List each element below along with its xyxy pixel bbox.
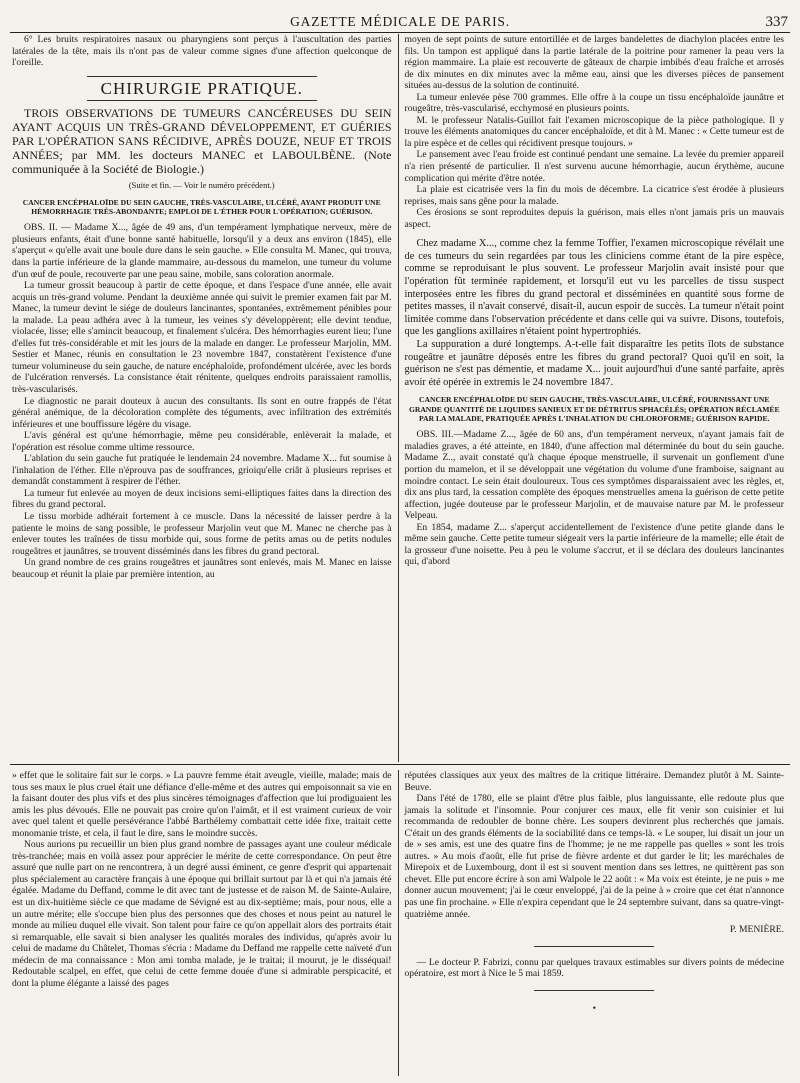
- main-columns: [10, 34, 790, 762]
- paragraph: M. le professeur Natalis-Guillot fait l'examen microscopique de la pièce pathologique. Il y trouve les éléments anatomiques du cancer encéphaloïde, et dit à M. Manec : « Cette tumeur est de la pire espèce et de celles qui récidivent presque toujours. »: [404, 114, 784, 149]
- paragraph: La tumeur grossit beaucoup à partir de cette époque, et dans l'espace d'une année, elle avait acquis un très-grand volume. Pendant la deuxième année qui suivit le premier examen fait par M. Manec, la tumeur devint le siége de douleurs lancinantes, spontanées, extrêmement pénibles pour la malade. La peau adhéra avec à la tumeur, les veines s'y développèrent; elle devint tendue, violacée, lisse; elle s'amincit beaucoup, et finalement s'ulcéra. Des hémorrhagies eurent lieu; l'une d'elles fut très-considérable et mit les jours de la malade en danger. Le professeur Marjolin, MM. Sestier et Manec, réunis en consultation le 23 novembre 1847, constatèrent l'existence d'une tumeur volumineuse du sein gauche, de nature encéphaloïde, profondément ulcérée, avec les bords de l'ulcération renversés. La consistance était rénitente, quelques endroits paraissaient ramollis, très-vascularisés.: [12, 280, 392, 395]
- paragraph: L'avis général est qu'une hémorrhagie, même peu considérable, enlèverait la malade, et l'opération est résolue comme ultime ressource.: [12, 430, 392, 453]
- section-title-text: CHIRURGIE PRATIQUE.: [87, 76, 317, 101]
- intro-paragraph: 6° Les bruits respiratoires nasaux ou pharyngiens sont perçus à l'auscultation des parties latérales de la tête, mais ils n'ont pas de valeur comme signes d'une affection quelconque de l'oreille.: [12, 34, 392, 69]
- paragraph: La tumeur enlevée pèse 700 grammes. Elle offre à la coupe un tissu encéphaloïde jaunâtre et rougeâtre, très-vascularisé, ecchymosé en plusieurs points.: [404, 91, 784, 115]
- paragraph: » effet que le solitaire fait sur le corps. » La pauvre femme était aveugle, vieille, malade; mais de tous ses maux le plus cruel était une défiance d'elle-même et des autres qui empoisonnait sa vie en la faisant douter des plus vifs et des plus sincères témoignages d'affection que lui prodiguaient les amis les plus dévoués. Elle ne pouvait pas croire qu'on l'aimât, et il est vraiment curieux de voir avec quel talent et quelle persévérance l'abbé Barthélemy combattait cette idée fixe, traitait cette monomanie triste, et cela, il faut le dire, sans le moindre succès.: [12, 770, 392, 839]
- paragraph: Le tissu morbide adhérait fortement à ce muscle. Dans la nécessité de laisser perdre à la patiente le moins de sang possible, le professeur Marjolin veut que M. Manec ne cherche pas à enlever toutes les traînées de tissu morbide qui, sous forme de petits amas ou de petits nodules rougeâtres et jaunâtres, se trouvent disséminés dans les fibres du grand pectoral.: [12, 511, 392, 557]
- spacer: [405, 230, 785, 238]
- paragraph: OBS. II. — Madame X..., âgée de 49 ans, d'un tempérament lymphatique nerveux, mère de plusieurs enfants, était d'une bonne santé habituelle, lorsqu'il y a deux ans environ (1845), elle s'aperçut « qu'elle avait une boule dure dans le sein gauche. » Elle consulta M. Manec, qui trouva, dans la partie inférieure de la glande mammaire, au-dessous du mamelon, une tumeur du volume d'un œuf de poule, recouverte par une peau saine, mobile, sans coloration anormale.: [12, 222, 392, 280]
- continuation-note: (Suite et fin. — Voir le numéro précédent.): [128, 180, 275, 191]
- paragraph: La suppuration a duré longtemps. A-t-elle fait disparaître les petits îlots de substance rougeâtre et jaunâtre déposés entre les fibres du grand pectoral? Quoi qu'il en soit, la guérison ne s'est pas démentie, et madame X... jouit aujourd'hui d'une santé parfaite, après avoir été opérée in extremis le 24 novembre 1847.: [404, 339, 784, 388]
- paragraph: La tumeur fut enlevée au moyen de deux incisions semi-elliptiques faites dans la direction des fibres du grand pectoral.: [12, 487, 392, 511]
- feuilleton: [10, 770, 790, 1076]
- paragraph: moyen de sept points de suture entortillée et de larges bandelettes de diachylon placées entre les fils. Un tampon est appliqué dans la partie latérale de la poitrine pour ramener la peau vers la région mammaire. La plaie est recouverte de gâteaux de charpie imbibés d'eau fraîche et arrosés de dix minutes en dix minutes avec la même eau, ainsi que les diverses pièces de pansement situées au-dessus de la solution de continuité.: [404, 34, 784, 92]
- page-header: [10, 0, 790, 33]
- divider: [534, 946, 654, 947]
- paragraph: Chez madame X..., comme chez la femme Toffier, l'examen microscopique révélait une de ces tumeurs du sein regardées par tous les cliniciens comme étant de la pire espèce, comme se reproduisant le plus souvent. Le professeur Marjolin avait insisté pour que l'opération fût terminée rapidement, et lorsqu'il eut vu les parcelles de tissu suspect interposées entre les fibres du grand pectoral et disséminées en quantité sous forme de petites masses, il n'avait conservé, disait-il, aucun espoir de succès. La tumeur n'était point limitée comme dans l'observation précédente et dans celle qui va suivre. Disons, toutefois, que les ganglions axillaires n'étaient point hypertrophiés.: [404, 238, 784, 338]
- paragraph: Le pansement avec l'eau froide est continué pendant une semaine. La levée du premier appareil n'a rien présenté de particulier. Il n'est survenu aucune hémorrhagie, aucun érythème, aucune complication qui mérite d'être notée.: [404, 149, 784, 184]
- feuilleton-left-column: [10, 770, 399, 1076]
- left-column: [10, 34, 399, 762]
- paragraph: En 1854, madame Z... s'aperçut accidentellement de l'existence d'une petite glande dans le même sein gauche. Cette petite tumeur siégeait vers la partie inférieure de la mamelle; elle était de la grosseur d'une noisette. Peu à peu le volume s'accrut, et il se déclara des douleurs lancinantes qui, d'abord: [404, 521, 784, 568]
- observation-heading: CANCER ENCÉPHALOÏDE DU SEIN GAUCHE, TRÈS-VASCULAIRE, ULCÉRÉ, AYANT PRODUIT UNE HÉMORRHAGIE TRÈS-ABONDANTE; EMPLOI DE L'ÉTHER POUR L'OPÉRATION; GUÉRISON.: [22, 197, 381, 217]
- divider: [534, 990, 654, 991]
- section-title: [12, 78, 392, 98]
- observation-heading: CANCER ENCÉPHALOÏDE DU SEIN GAUCHE, TRÈS-VASCULAIRE, ULCÉRÉ, FOURNISSANT UNE GRANDE QUANTITÉ DE LIQUIDES SANIEUX ET DE DÉTRITUS SPHACÉLÉS; OPÉRATION RÉCLAMÉE PAR LA MALADE, PRATIQUÉE APRÈS L'INHALATION DU CHLOROFORME; GUÉRISON RAPIDE.: [408, 395, 780, 424]
- obituary-notice: — Le docteur P. Fabrizi, connu par quelques travaux estimables sur divers points de médecine opératoire, est mort à Nice le 5 mai 1859.: [404, 956, 784, 980]
- right-column: [399, 34, 791, 762]
- article-title: TROIS OBSERVATIONS DE TUMEURS CANCÉREUSES DU SEIN AYANT ACQUIS UN TRÈS-GRAND DÉVELOPPEMENT, ET GUÉRIES PAR L'OPÉRATION SANS RÉCIDIVE, APRÈS DOUZE, NEUF ET TROIS ANNÉES; par MM. les docteurs MANEC et LABOULBÈNE. (Note communiquée à la Société de Biologie.): [12, 106, 392, 177]
- paragraph: Ces érosions se sont reproduites depuis la guérison, mais elles n'ont jamais pris un mauvais aspect.: [404, 207, 784, 230]
- end-mark: •: [592, 1002, 596, 1014]
- paragraph: Un grand nombre de ces grains rougeâtres et jaunâtres sont enlevés, mais M. Manec en laisse beaucoup et réunit la plaie par première intention, au: [12, 557, 392, 580]
- journal-title: GAZETTE MÉDICALE DE PARIS.: [290, 14, 510, 29]
- paragraph: Nous aurions pu recueillir un bien plus grand nombre de passages ayant une couleur médicale très-tranchée; mais en voilà assez pour apprécier le mérite de cette correspondance. On peut être assuré que nulle part on ne rencontrera, à un degré aussi éminent, ce genre d'esprit qui appartenait plus spécialement au caractère français à une époque qui brillait surtout par là et qui n'a jamais été égalée. Madame du Deffand, comme le dit avec tant de justesse et de raison M. de Sainte-Aulaire, est un dix-huitième siècle ce que madame de Sévigné est au dix-septième; mais, pour nous, elle a un autre mérite; elle s'occupe bien plus des personnes que des choses et nous peint au naturel le monde au milieu duquel elle vivait. Son talent pour faire ce qu'on appellait alors des portraits était si remarquable, elle savait si bien analyser les qualités morales des individus, qu'après avoir lu celui de madame du Châtelet, Thomas s'écria : Madame du Deffand me rappelle cette naïveté d'un médecin de ma connaissance : Mon ami tomba malade, je le traitai; il mourut, je le disséquai! Redoutable scalpel, en effet, que celui de cette femme douée d'une si admirable perspicacité, et dont la plume élégante a laissé des pages: [12, 839, 392, 989]
- paragraph: Dans l'été de 1780, elle se plaint d'être plus faible, plus languissante, elle redoute plus que jamais la solitude et l'insomnie. Pour conjurer ces maux, elle fit venir son cuisinier et lui recommanda de redoubler de bonne chère. Les soupers devinrent plus recherchés que jamais. C'était un des grands éléments de la sociabilité dans ce temps-là. « Le souper, lui disait un jour un de » ses amis, est une des quatre fins de l'homme; je ne me rappelle pas quelles » sont les trois autres. » Au mois d'août, elle fut prise de fièvre ardente et dut garder le lit; les maréchales de Mirepoix et de Luxembourg, dont il est si souvent mention dans ses lettres, ne quittèrent pas son chevet. Elle put encore écrire à son ami Walpole le 22 août : « Ma voix est éteinte, je ne puis » me donner aucun mouvement; j'ai le cœur enveloppé, j'ai de la peine à » croire que cet état n'annonce pas une fin prochaine. » Elle n'expira cependant que le 24 septembre suivant, dans sa quatre-vingt-quatrième année.: [404, 793, 784, 920]
- paragraph: OBS. III.—Madame Z..., âgée de 60 ans, d'un tempérament nerveux, n'ayant jamais fait de maladies graves, a été atteinte, en 1840, d'une affection mal déterminée du bout du sein gauche. Madame Z.., avait constaté qu'à chaque époque menstruelle, il survenait un gonflement d'une portion du mamelon, et il se développait une végétation du volume d'une framboise, saignant au moindre contact. Le sein était douloureux. Tous ces symptômes disparaissaient avec les règles, et, dix ans plus tard, la cessation complète des époques menstruelles amena la guérison de cette petite affection, jugée douteuse par le professeur Marjolin, et de mauvaise nature par M. le professeur Velpeau.: [404, 429, 784, 522]
- paragraph: La plaie est cicatrisée vers la fin du mois de décembre. La cicatrice s'est érodée à plusieurs reprises, mais sans gêne pour la malade.: [404, 184, 784, 207]
- paragraph: Le diagnostic ne parait douteux à aucun des consultants. Ils sont en outre frappés de l'état général anémique, de la décoloration complète des téguments, avec infiltration des extrémités inférieures et une bouffissure légère du visage.: [12, 395, 392, 430]
- paragraph: L'ablation du sein gauche fut pratiquée le lendemain 24 novembre. Madame X... fut soumise à l'inhalation de l'éther. Elle n'éprouva pas de souffrances, grioiqu'elle criât à plusieurs reprises et demandât constamment à respirer de l'éther.: [12, 453, 392, 488]
- author-signature: P. MENIÈRE.: [729, 924, 784, 936]
- page-number: 337: [765, 14, 788, 30]
- feuilleton-right-column: [399, 770, 791, 1076]
- feuilleton-divider: [10, 764, 790, 765]
- paragraph: réputées classiques aux yeux des maîtres de la critique littéraire. Demandez plutôt à M. Sainte-Beuve.: [404, 770, 784, 793]
